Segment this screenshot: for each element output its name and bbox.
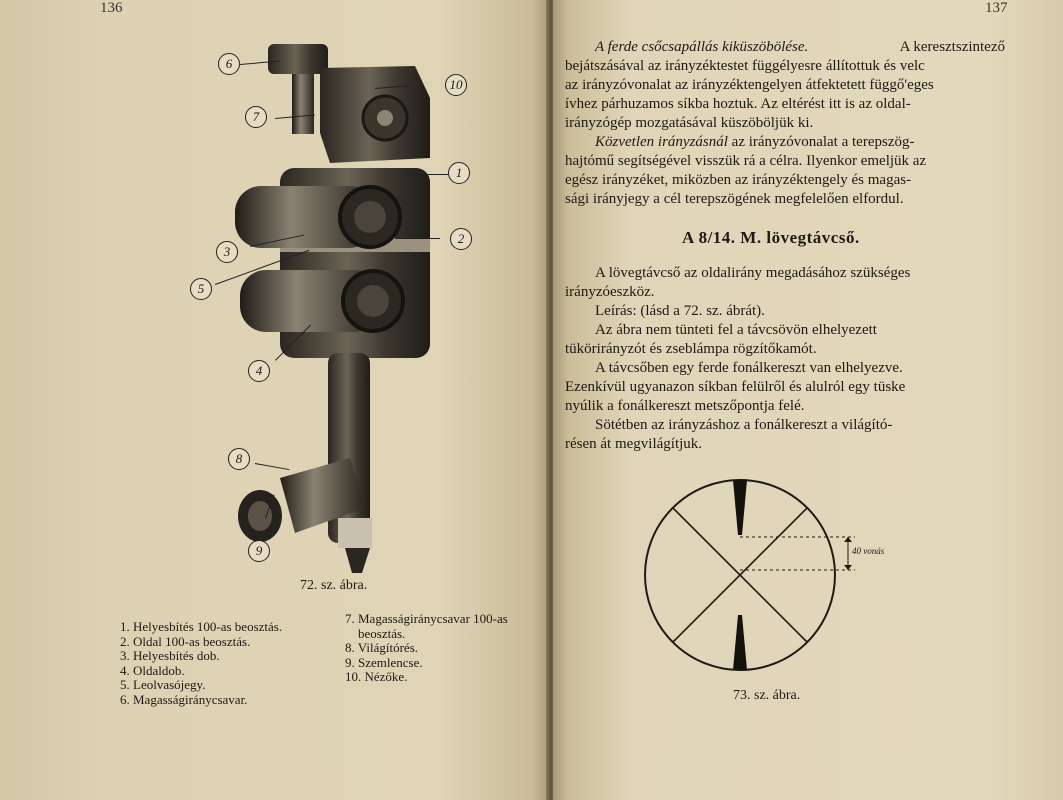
- text-run: hajtómű segítségével visszük rá a célra. Ilyenkor emeljük az: [565, 153, 927, 169]
- italic-run: Közvetlen irányzásnál: [595, 134, 728, 150]
- section-heading: A 8/14. M. lövegtávcső.: [682, 228, 860, 247]
- italic-run: A ferde csőcsapállás kiküszöbölése.: [595, 39, 809, 55]
- text-line: [565, 397, 1005, 416]
- legend-item: 4. Oldaldob.: [120, 662, 185, 678]
- text-line: [565, 340, 1005, 359]
- text-line: [565, 76, 1005, 95]
- page-number: 137: [985, 0, 1008, 16]
- reticle-circle: [640, 470, 880, 685]
- text-line: [565, 95, 1005, 114]
- text-run: irányzógép mozgatásával küszöböljük ki.: [565, 115, 814, 131]
- legend-item: 3. Helyesbítés dob.: [120, 648, 220, 663]
- text-run: egész irányzéket, miközben az irányzéktengely és magas-: [565, 172, 912, 188]
- text-line: [565, 283, 1005, 302]
- gunsight-illustration: [180, 38, 490, 593]
- text-run: Az ábra nem tünteti fel a távcsövön elhelyezett: [595, 322, 877, 338]
- figure-72-legend-left: [120, 620, 340, 707]
- figure-72-caption: 72. sz. ábra.: [300, 578, 368, 593]
- callout-4: 4: [248, 360, 270, 382]
- legend-item: 7. Magasságiránycsavar 100-as: [345, 611, 508, 626]
- text-line: [565, 152, 1005, 171]
- callout-3: 3: [216, 241, 238, 263]
- text-line: [565, 114, 1005, 133]
- callout-6: 6: [218, 53, 240, 75]
- legend-item: 1. Helyesbítés 100-as beosztás.: [120, 619, 283, 634]
- callout-2: 2: [450, 228, 472, 250]
- legend-item: 5. Leolvasójegy.: [120, 677, 206, 692]
- text-line: [565, 435, 1005, 454]
- text-run: Sötétben az irányzáshoz a fonálkereszt a világító-: [595, 417, 893, 433]
- text-run: nyúlik a fonálkereszt metszőpontja felé.: [565, 398, 805, 414]
- text-line: [565, 321, 1005, 340]
- callout-10: 10: [445, 74, 467, 96]
- text-line: [565, 190, 1005, 209]
- text-run: Ezenkívül ugyanazon síkban felülről és alulról egy tüske: [565, 379, 906, 395]
- callout-1: 1: [448, 162, 470, 184]
- text-line: [565, 171, 1005, 190]
- text-line: [565, 133, 1005, 152]
- legend-item: 8. Világítórés.: [345, 640, 418, 655]
- reticle-label: 40 vonás: [852, 546, 885, 556]
- legend-item: 2. Oldal 100-as beosztás.: [120, 633, 251, 649]
- text-run: az irányzóvonalat a terepszög-: [727, 134, 915, 150]
- text-line: [565, 57, 1005, 76]
- figure-73-reticle-diagram: [640, 470, 885, 685]
- legend-item: 9. Szemlencse.: [345, 654, 423, 670]
- callout-9: 9: [248, 540, 270, 562]
- text-line: [565, 38, 1005, 57]
- text-run: sági irányjegy a cél terepszögének megfelelően elfordul.: [565, 191, 904, 207]
- figure-73-caption: 73. sz. ábra.: [733, 688, 801, 703]
- text-line: [565, 302, 1005, 321]
- text-run: Leírás: (lásd a 72. sz. ábrát).: [595, 303, 765, 319]
- callout-8: 8: [228, 448, 250, 470]
- text-run: irányzóeszköz.: [565, 284, 655, 300]
- legend-item: 6. Magasságiránycsavar.: [120, 691, 248, 707]
- callout-7: 7: [245, 106, 267, 128]
- text-run: A távcsőben egy ferde fonálkereszt van elhelyezve.: [595, 360, 903, 376]
- callout-5: 5: [190, 278, 212, 300]
- figure-72-legend-right: [345, 612, 545, 685]
- text-run: tükörirányzót és zseblámpa rögzítőkamót.: [565, 341, 817, 357]
- text-line: [565, 416, 1005, 435]
- text-run: az irányzóvonalat az irányzéktengelyen átfektetett függő'eges: [565, 77, 934, 93]
- text-run: A keresztszintező: [899, 39, 1005, 55]
- legend-item: 10. Nézőke.: [345, 669, 408, 684]
- figure-72-gunsight-photo: [180, 38, 490, 593]
- text-run: A lövegtávcső az oldalirány megadásához szükséges: [595, 265, 911, 281]
- text-line: [565, 264, 1005, 283]
- text-line: [565, 359, 1005, 378]
- text-line: [565, 378, 1005, 397]
- legend-item: beosztás.: [345, 625, 406, 641]
- text-run: résen át megvilágítjuk.: [565, 436, 703, 452]
- text-run: bejátszásával az irányzéktestet függélyesre állítottuk és velc: [565, 58, 925, 74]
- text-run: ívhez párhuzamos síkba hoztuk. Az eltérést itt is az oldal-: [565, 96, 911, 112]
- page-number: 136: [100, 0, 123, 16]
